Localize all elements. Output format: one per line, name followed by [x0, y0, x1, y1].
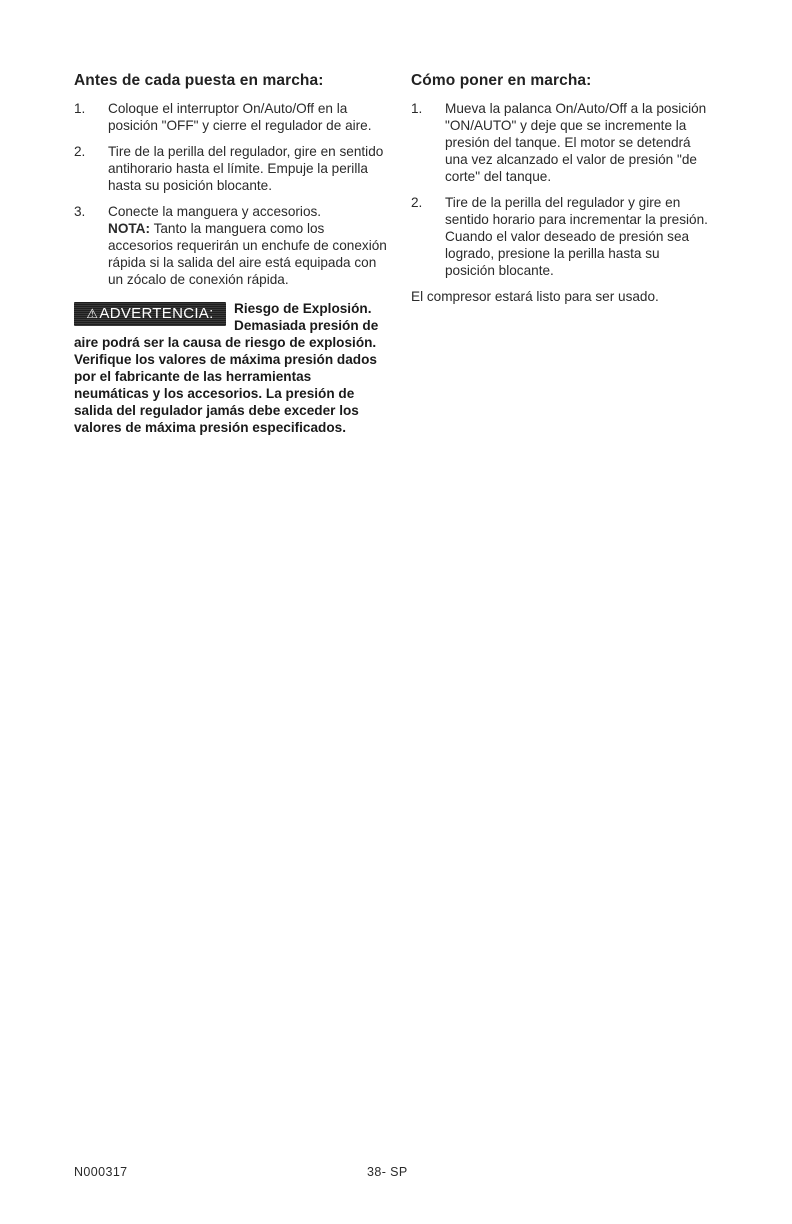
list-item: [411, 100, 711, 185]
step-number: 3.: [74, 204, 86, 219]
left-column: [74, 72, 388, 436]
warning-block: [74, 300, 388, 436]
step-text: Mueva la palanca On/Auto/Off a la posición "ON/AUTO" y deje que se incremente la presión del tanque. El motor se detendrá una vez alcanzado el valor de presión "de corte" del tanque.: [445, 101, 707, 184]
page-number: 38- SP: [367, 1165, 408, 1179]
list-item: [411, 194, 711, 279]
list-item: [74, 203, 388, 288]
step-text: Conecte la manguera y accesorios.: [108, 204, 322, 219]
list-item: [74, 143, 388, 194]
step-number: 2.: [411, 195, 423, 210]
how-to-start-steps: [411, 100, 711, 279]
before-start-heading: Antes de cada puesta en marcha:: [74, 72, 324, 89]
document-code: N000317: [74, 1165, 128, 1179]
how-to-start-heading: Cómo poner en marcha:: [411, 72, 592, 89]
note-label: NOTA:: [108, 221, 151, 236]
warning-badge-label: ADVERTENCIA:: [99, 305, 214, 322]
step-number: 1.: [411, 101, 423, 116]
before-start-steps: [74, 100, 388, 288]
step-text: Tire de la perilla del regulador y gire en sentido horario para incrementar la presión. Cuando el valor deseado de presión sea logrado, presione la perilla hasta su posición blocante.: [445, 195, 708, 278]
step-number: 2.: [74, 144, 86, 159]
step-number: 1.: [74, 101, 86, 116]
right-column: [411, 72, 711, 319]
step-text: Tire de la perilla del regulador, gire en sentido antihorario hasta el límite. Empuje la perilla hasta su posición blocante.: [108, 144, 384, 193]
closing-statement: El compresor estará listo para ser usado.: [411, 289, 659, 304]
note-text: Tanto la manguera como los accesorios requerirán un enchufe de conexión rápida si la salida del aire está equipada con un zócalo de conexión rápida.: [108, 221, 387, 287]
warning-text: Riesgo de Explosión. Demasiada presión de aire podrá ser la causa de riesgo de explosión. Verifique los valores de máxima presión dados por el fabricante de las herramientas neumáticas y los accesorios. La presión de salida del regulador jamás debe exceder los valores de máxima presión especificados.: [74, 301, 379, 435]
list-item: [74, 100, 388, 134]
warning-triangle-icon: ⚠: [86, 306, 99, 321]
step-text: Coloque el interruptor On/Auto/Off en la posición "OFF" y cierre el regulador de aire.: [108, 101, 372, 133]
warning-badge: [74, 302, 226, 326]
